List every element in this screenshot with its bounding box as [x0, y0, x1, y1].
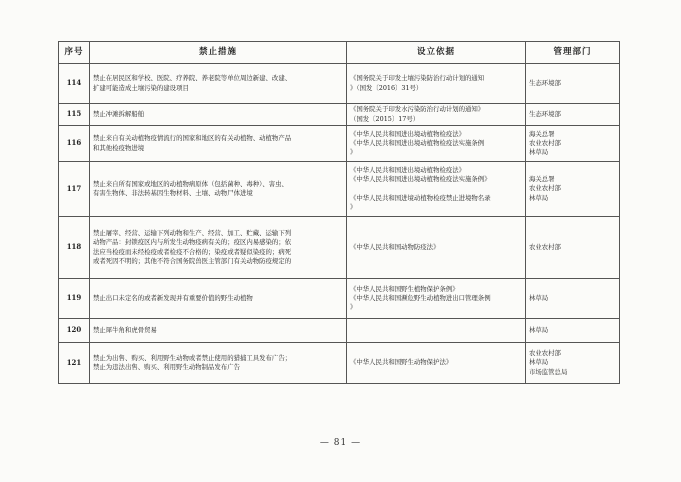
basis-cell	[347, 279, 526, 319]
basis-cell-line	[350, 326, 522, 335]
dept-cell	[526, 343, 620, 384]
measure-cell-line: 禁止冲滩拆解船舶	[93, 109, 145, 118]
basis-cell-line: 《中华人民共和国野生植物保护条例》	[350, 284, 459, 293]
basis-cell-line: 《国务院关于印发土壤污染防治行动计划的通知	[350, 74, 485, 83]
dept-cell-line: 林草局	[529, 148, 549, 157]
basis-cell-line	[350, 184, 522, 193]
dept-cell-line: 农业农村部	[529, 349, 561, 358]
table-row	[59, 319, 620, 343]
row-number: 118	[59, 217, 90, 279]
dept-cell-line: 生态环境部	[529, 109, 561, 118]
measure-cell-line: 扩建可能造成土壤污染的建设项目	[93, 83, 189, 92]
row-number: 115	[59, 104, 90, 126]
measure-cell	[90, 279, 347, 319]
basis-cell-line: 《中华人民共和国进境动植物检疫禁止进境物名录	[350, 193, 491, 202]
basis-cell-line: 《中华人民共和国动物防疫法》	[350, 242, 440, 251]
basis-cell	[347, 319, 526, 343]
table-row	[59, 343, 620, 384]
table-row	[59, 162, 620, 217]
basis-cell-line: 》	[350, 148, 357, 157]
measure-cell	[90, 343, 347, 384]
row-number: 121	[59, 343, 90, 384]
dept-cell	[526, 104, 620, 126]
measure-cell-line: 禁止屠宰、经营、运输下列动物和生产、经营、加工、贮藏、运输下列	[93, 228, 292, 237]
basis-cell-line: 《中华人民共和国进出境动植物检疫法》	[350, 129, 466, 138]
basis-cell	[347, 162, 526, 217]
basis-cell-line: 《中华人民共和国进出境动植物检疫法实施条例	[350, 138, 485, 147]
table-row	[59, 279, 620, 319]
dept-cell-line: 海关总署	[529, 175, 555, 184]
dept-cell	[526, 162, 620, 217]
prohibition-measures-table	[58, 41, 620, 384]
measure-cell	[90, 319, 347, 343]
table-row	[59, 126, 620, 162]
measure-cell	[90, 64, 347, 104]
dept-cell-line: 市场监管总局	[529, 367, 568, 376]
measure-cell-line: 禁止为出售、购买、利用野生动物或者禁止使用的猎捕工具发布广告；	[93, 353, 292, 362]
row-number: 117	[59, 162, 90, 217]
dept-cell-line: 农业农村部	[529, 242, 561, 251]
measure-cell-line: 禁止为违法出售、购买、利用野生动物制品发布广告	[93, 363, 240, 371]
basis-cell-line: 《中华人民共和国野生动物保护法》	[350, 358, 453, 367]
row-number: 119	[59, 279, 90, 319]
table-row	[59, 64, 620, 104]
dept-cell-line: 生态环境部	[529, 78, 561, 87]
row-number: 120	[59, 319, 90, 343]
basis-cell-line: 》	[350, 303, 357, 312]
header-dept: 管理部门	[526, 42, 620, 64]
dept-cell-line: 林草局	[529, 293, 549, 302]
dept-cell-line: 海关总署	[529, 129, 555, 138]
basis-cell	[347, 343, 526, 384]
measure-cell	[90, 104, 347, 126]
basis-cell	[347, 126, 526, 162]
measure-cell-line: 动物产品：封锁疫区内与所发生动物疫病有关的；疫区内易感染的；依	[93, 238, 292, 247]
table-row	[59, 217, 620, 279]
dept-cell	[526, 279, 620, 319]
measure-cell-line: 或者死因不明的；其他不符合国务院兽医主管部门有关动物防疫规定的	[93, 256, 292, 265]
dept-cell-line: 林草局	[529, 325, 549, 334]
dept-cell-line: 农业农村部	[529, 138, 561, 147]
dept-cell	[526, 319, 620, 343]
header-basis: 设立依据	[347, 42, 526, 64]
measure-cell-line: 禁止来自有关动植物疫情流行的国家和地区的有关动植物、动植物产品	[93, 134, 292, 143]
basis-cell-line: 《中华人民共和国濒危野生动植物进出口管理条例	[350, 293, 491, 302]
row-number: 114	[59, 64, 90, 104]
measure-cell	[90, 162, 347, 217]
page-number: — 81 —	[319, 438, 362, 448]
basis-cell	[347, 217, 526, 279]
dept-cell	[526, 64, 620, 104]
measure-cell-line: 法应当检疫而未经检疫或者检疫不合格的；染疫或者疑似染疫的；病死	[93, 247, 292, 256]
basis-cell-line: 《国务院关于印发水污染防治行动计划的通知》	[350, 105, 485, 114]
measure-cell-line: 和其他检疫物进境	[93, 143, 145, 152]
measure-cell	[90, 126, 347, 162]
row-number: 116	[59, 126, 90, 162]
measure-cell-line: 禁止在居民区和学校、医院、疗养院、养老院等单位周边新建、改建、	[93, 74, 292, 83]
header-seq: 序号	[59, 42, 90, 64]
header-measure: 禁止措施	[90, 42, 347, 64]
basis-cell-line: 《中华人民共和国进出境动植物检疫法实施条例》	[350, 175, 491, 184]
dept-cell	[526, 126, 620, 162]
dept-cell-line: 林草局	[529, 193, 549, 202]
basis-cell	[347, 104, 526, 126]
measure-cell-line: 禁止来自所有国家或地区的动植物病原体（包括菌种、毒种）、害虫、	[93, 179, 288, 188]
table-row	[59, 104, 620, 126]
table-header-row	[59, 42, 620, 64]
dept-cell	[526, 217, 620, 279]
measure-cell-line: 有害生物体、非法转基因生物材料、土壤、动物尸体进境	[93, 189, 253, 197]
basis-cell-line: 》（国发〔2016〕31号）	[350, 83, 423, 92]
basis-cell-line: （国发〔2015〕17号）	[350, 114, 420, 123]
measure-cell-line: 禁止出口未定名的或者新发现并有重要价值的野生动植物	[93, 293, 253, 302]
measure-cell	[90, 217, 347, 279]
dept-cell-line: 农业农村部	[529, 184, 561, 193]
table-body	[59, 64, 620, 384]
basis-cell-line: 》	[350, 202, 357, 211]
basis-cell	[347, 64, 526, 104]
measure-cell-line: 禁止犀牛角和虎骨贸易	[93, 325, 157, 334]
basis-cell-line: 《中华人民共和国进出境动植物检疫法》	[350, 165, 466, 174]
dept-cell-line: 林草局	[529, 358, 549, 367]
